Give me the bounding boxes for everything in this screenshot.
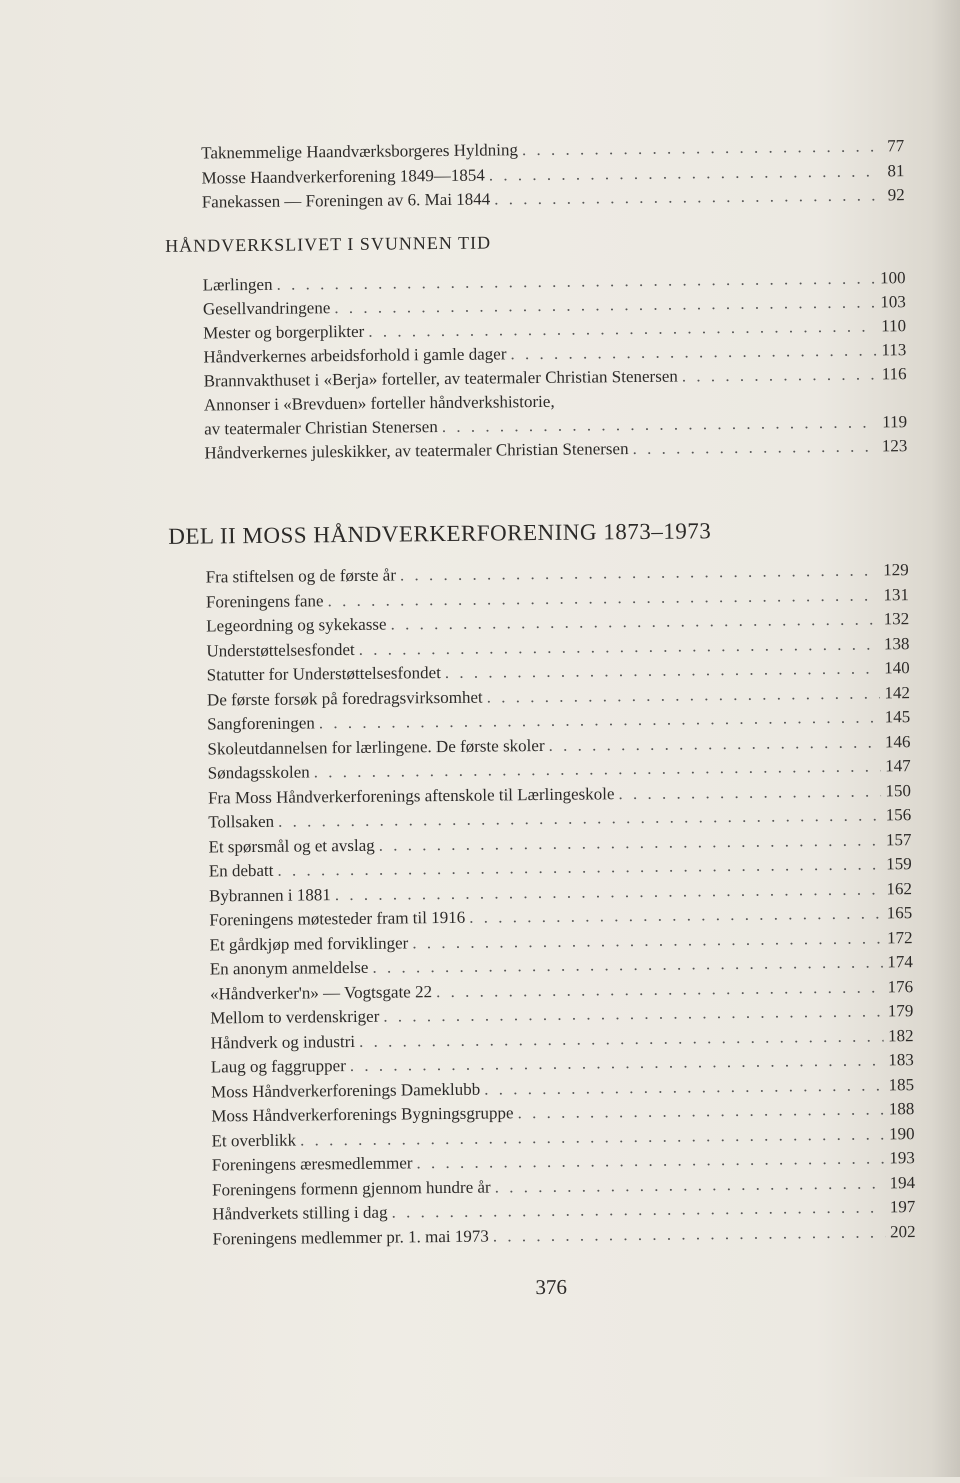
entry-title: Foreningens formenn gjennom hundre år [212,1177,491,1199]
entry-title: Et gårdkjøp med forviklinger [209,932,409,954]
entry-page: 145 [884,707,911,727]
entry-page: 193 [889,1148,915,1168]
section-heading: HÅNDVERKSLIVET I SVUNNEN TID [165,232,492,256]
entry-title: av teatermaler Christian Stenersen [204,417,438,439]
entry-title: Søndagsskolen [207,762,310,783]
entry-title: Håndverkernes juleskikker, av teatermaler Christian Stenersen [204,439,629,463]
entry-title: En anonym anmeldelse [209,957,369,979]
entry-title: Bybrannen i 1881 [208,884,331,905]
entry-title: Tollsaken [208,811,275,832]
entry-title: Fra stiftelsen og de første år [205,565,397,587]
entry-page: 142 [884,682,911,702]
entry-title: Legeordning og sykekasse [206,614,387,636]
entry-page: 92 [887,185,905,205]
entry-title: Et spørsmål og et avslag [208,835,375,856]
entry-title-continued: Annonser i «Brevduen» forteller håndverkshistorie, [203,391,555,415]
entry-title: Fra Moss Håndverkerforenings aftenskole til Lærlingeskole [207,783,615,807]
entry-title: Foreningens fane [205,590,324,611]
entry-title: Laug og faggrupper [210,1056,346,1077]
entry-page: 188 [888,1099,915,1119]
page-number: 376 [535,1274,568,1300]
entry-title: Håndverk og industri [210,1031,356,1052]
entry-page: 159 [886,854,912,874]
entry-page: 156 [885,805,912,825]
entry-title: Brannvakthuset i «Berja» forteller, av teatermaler Christian Stenersen [203,366,678,391]
entry-page: 150 [885,780,912,800]
entry-title: «Håndverker'n» — Vogtsgate 22 [209,981,433,1003]
entry-title: Håndverkernes arbeidsforhold i gamle dager [203,344,507,367]
part-heading: DEL II MOSS HÅNDVERKERFORENING 1873–1973 [168,518,712,549]
entry-page: 132 [883,609,910,629]
entry-title: Håndverkets stilling i dag [212,1202,388,1224]
entry-page: 103 [880,292,906,312]
entry-page: 123 [881,436,908,456]
entry-title: Skoleutdannelsen for lærlingene. De første skoler [207,735,545,758]
entry-page: 185 [888,1074,915,1094]
entry-title: Statutter for Understøttelsesfondet [206,663,441,685]
entry-title: Foreningens æresmedlemmer [211,1153,413,1175]
entry-title: Lærlingen [202,274,273,295]
entry-title: Mosse Haandverkerforening 1849—1854 [201,165,485,188]
entry-title: Fanekassen — Foreningen av 6. Mai 1844 [201,189,491,212]
entry-title: De første forsøk på foredragsvirksomhet [206,687,483,709]
entry-page: 157 [885,829,912,849]
entry-title: Mellom to verdenskriger [210,1006,380,1028]
entry-title: Mester og borgerplikter [203,321,365,343]
entry-page: 119 [882,412,908,432]
entry-title: En debatt [208,860,274,881]
entry-page: 81 [887,161,905,181]
entry-title: Foreningens medlemmer pr. 1. mai 1973 [212,1226,489,1248]
entry-title: Foreningens møtesteder fram til 1916 [209,907,466,930]
entry-title: Gesellvandringene [202,298,331,319]
entry-page: 174 [887,952,913,972]
entry-page: 194 [889,1172,916,1192]
entry-page: 176 [887,976,914,996]
entry-title: Sangforeningen [207,713,315,734]
entry-page: 113 [881,340,907,360]
entry-page: 179 [887,1001,914,1021]
entry-page: 183 [888,1050,914,1070]
entry-page: 77 [887,136,905,156]
entry-page: 129 [883,560,909,580]
entry-page: 202 [889,1221,916,1241]
entry-page: 140 [884,658,910,678]
entry-page: 138 [883,633,910,653]
entry-page: 146 [884,731,911,751]
entry-page: 131 [883,584,910,604]
entry-page: 165 [886,903,913,923]
entry-page: 197 [889,1197,916,1217]
entry-title: Taknemmelige Haandværksborgeres Hyldning [201,140,519,163]
entry-title: Moss Håndverkerforenings Bygningsgruppe [211,1103,514,1126]
entry-title: Moss Håndverkerforenings Dameklubb [210,1079,481,1101]
entry-page: 100 [879,268,906,288]
entry-title: Et overblikk [211,1130,297,1150]
entry-page: 147 [885,756,911,776]
entry-page: 172 [886,927,913,947]
entry-page: 182 [887,1025,914,1045]
entry-page: 190 [888,1123,915,1143]
entry-page: 162 [886,878,913,898]
entry-page: 116 [881,364,907,384]
entry-page: 110 [881,316,907,336]
entry-title: Understøttelsesfondet [206,639,355,660]
